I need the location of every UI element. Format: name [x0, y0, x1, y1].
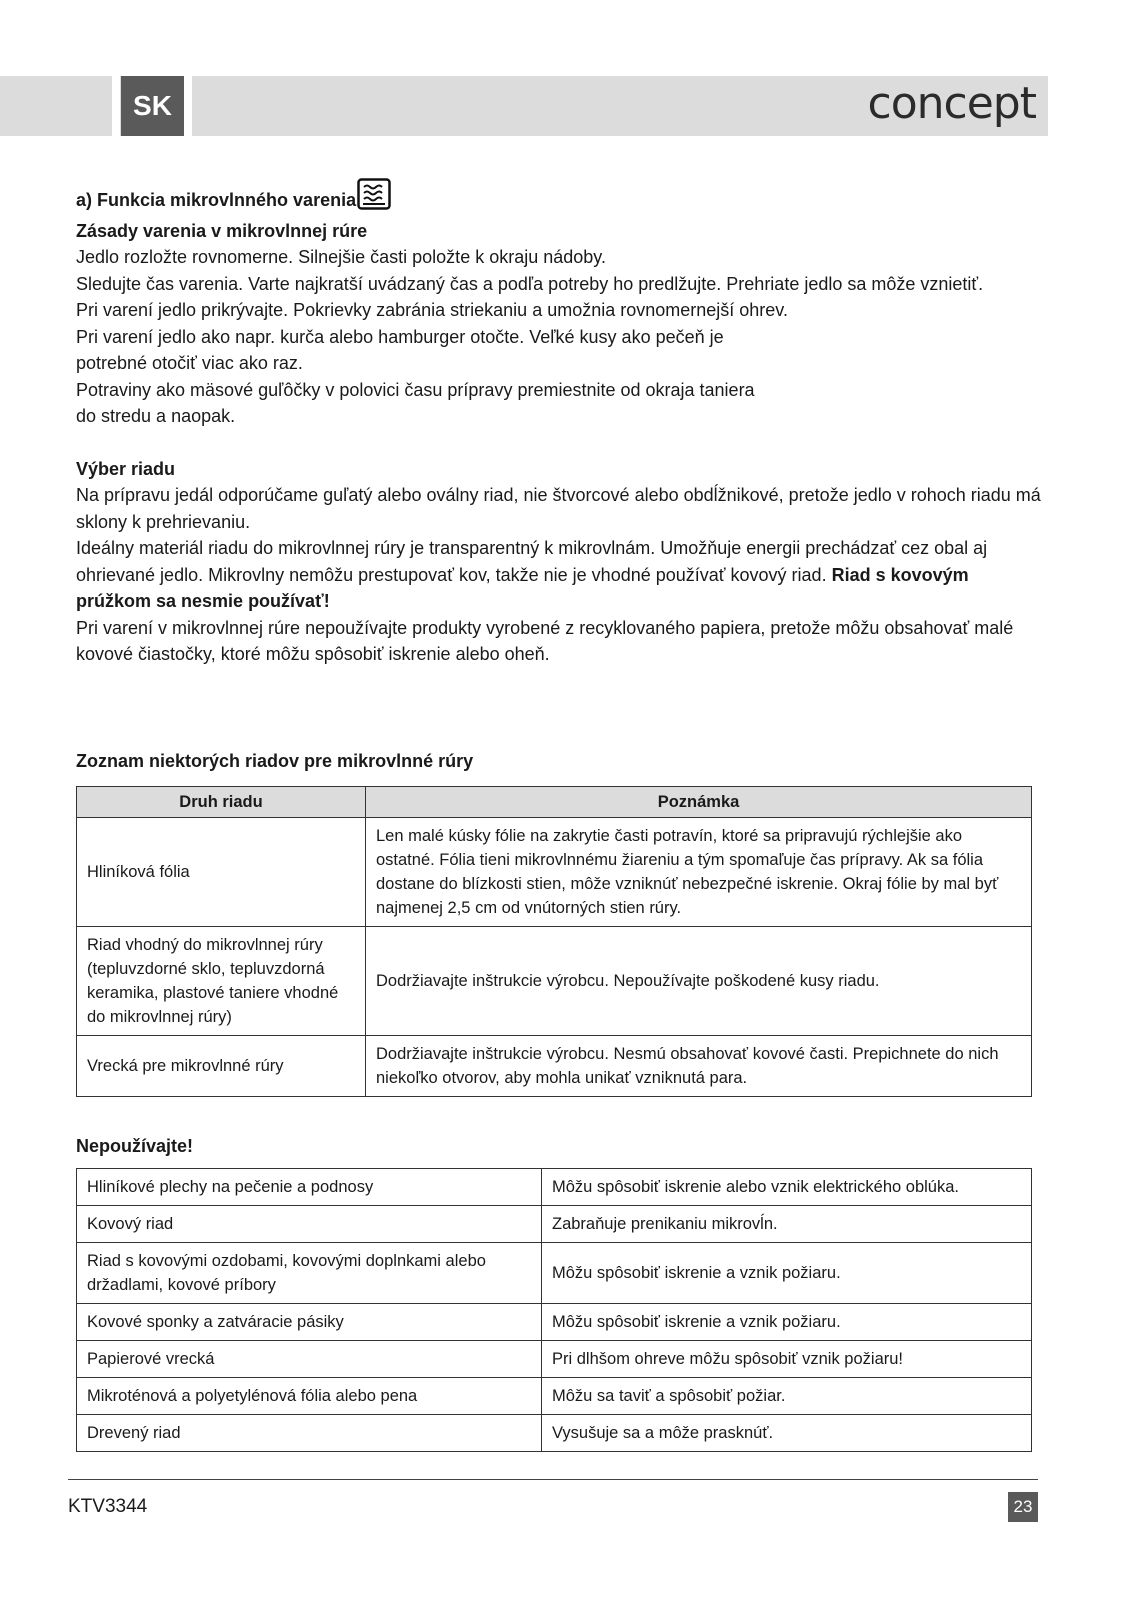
footer-divider: [68, 1479, 1038, 1480]
table-header-row: [77, 787, 1032, 818]
section-a-title: [76, 178, 1046, 218]
table-cell: Vrecká pre mikrovlnné rúry: [77, 1036, 366, 1097]
table-row: [77, 1303, 1032, 1340]
section-a-title-text: a) Funkcia mikrovlnného varenia: [76, 190, 357, 210]
header-divider: [184, 76, 192, 136]
microwave-icon: [357, 178, 391, 218]
model-number: KTV3344: [68, 1496, 148, 1517]
table-cell: Môžu sa taviť a spôsobiť požiar.: [542, 1377, 1032, 1414]
table-row: [77, 1036, 1032, 1097]
paragraph-line: potrebné otočiť viac ako raz.: [76, 353, 303, 373]
table-cell: Dodržiavajte inštrukcie výrobcu. Nepoužívajte poškodené kusy riadu.: [366, 927, 1032, 1036]
paragraph-line: Jedlo rozložte rovnomerne. Silnejšie časti položte k okraju nádoby.: [76, 247, 606, 267]
table-cell: Môžu spôsobiť iskrenie a vznik požiaru.: [542, 1242, 1032, 1303]
table-row: [77, 1340, 1032, 1377]
paragraph-line: do stredu a naopak.: [76, 406, 236, 426]
table-row: [77, 1377, 1032, 1414]
paragraph-line: Pri varení jedlo prikrývajte. Pokrievky zabránia striekaniu a umožnia rovnomernejší ohrev.: [76, 300, 788, 320]
paragraph: [76, 535, 1046, 615]
table-cell: Hliníkové plechy na pečenie a podnosy: [77, 1168, 542, 1205]
paragraph-line: Sledujte čas varenia. Varte najkratší uvádzaný čas a podľa potreby ho predlžujte. Prehriate jedlo sa môže vznietiť.: [76, 273, 984, 294]
table-cell: Pri dlhšom ohreve môžu spôsobiť vznik požiaru!: [542, 1340, 1032, 1377]
table-row: [77, 1414, 1032, 1451]
page-number: 23: [1008, 1492, 1038, 1522]
table-cell: Môžu spôsobiť iskrenie a vznik požiaru.: [542, 1303, 1032, 1340]
language-badge: SK: [121, 76, 184, 136]
table-cell: Mikroténová a polyetylénová fólia alebo pena: [77, 1377, 542, 1414]
table-row: [77, 927, 1032, 1036]
warning-text: Riad s kovovým prúžkom sa nesmie používať!: [76, 564, 969, 611]
table-cell: Kovové sponky a zatváracie pásiky: [77, 1303, 542, 1340]
table-cell: Riad vhodný do mikrovlnnej rúry (tepluvzdorné sklo, tepluvzdorná keramika, plastové taniere vhodné do mikrovlnnej rúry): [77, 927, 366, 1036]
table-cell: Drevený riad: [77, 1414, 542, 1451]
column-header: Poznámka: [366, 787, 1032, 818]
paragraph-line: Pri varení jedlo ako napr. kurča alebo hamburger otočte. Veľké kusy ako pečeň je: [76, 326, 724, 347]
table-cell: Zabraňuje prenikaniu mikrovĺn.: [542, 1205, 1032, 1242]
section-a-subtitle: Zásady varenia v mikrovlnnej rúre: [76, 220, 368, 241]
table-cell: Papierové vrecká: [77, 1340, 542, 1377]
paragraph-line: Potraviny ako mäsové guľôčky v polovici času prípravy premiestnite od okraja taniera: [76, 379, 755, 400]
table1-title: Zoznam niektorých riadov pre mikrovlnné rúry: [76, 750, 474, 771]
paragraph: Na prípravu jedál odporúčame guľatý alebo oválny riad, nie štvorcové alebo obdĺžnikové, pretože jedlo v rohoch riadu má sklony k prehrievaniu.: [76, 485, 1041, 532]
table-row: [77, 1242, 1032, 1303]
section-title-vyber: Výber riadu: [76, 458, 176, 479]
paragraph-text: Ideálny materiál riadu do mikrovlnnej rúry je transparentný k mikrovlnám. Umožňuje energii prechádzať cez obal aj ohrievané jedlo. Mikrovlny nemôžu prestupovať kov, takže nie je vhodné používať kovový riad.: [76, 538, 988, 585]
column-header: Druh riadu: [77, 787, 366, 818]
table-row: [77, 1168, 1032, 1205]
page-content: [76, 178, 1046, 1452]
header-divider: [112, 76, 120, 136]
table-cell: Dodržiavajte inštrukcie výrobcu. Nesmú obsahovať kovové časti. Prepichnete do nich niekoľko otvorov, aby mohla unikať vzniknutá para.: [366, 1036, 1032, 1097]
table-cell: Riad s kovovými ozdobami, kovovými doplnkami alebo držadlami, kovové príbory: [77, 1242, 542, 1303]
table-cell: Môžu spôsobiť iskrenie alebo vznik elektrického oblúka.: [542, 1168, 1032, 1205]
table-cell: Vysušuje sa a môže prasknúť.: [542, 1414, 1032, 1451]
table2-title: Nepoužívajte!: [76, 1136, 194, 1156]
cookware-table: [76, 786, 1032, 1097]
table-row: [77, 818, 1032, 927]
paragraph: Pri varení v mikrovlnnej rúre nepoužívajte produkty vyrobené z recyklovaného papiera, pretože môžu obsahovať malé kovové čiastočky, ktoré môžu spôsobiť iskrenie alebo oheň.: [76, 617, 1014, 664]
do-not-use-table: [76, 1168, 1032, 1452]
brand-logo: concept: [867, 78, 1036, 129]
table-cell: Len malé kúsky fólie na zakrytie časti potravín, ktoré sa pripravujú rýchlejšie ako ostatné. Fólia tieni mikrovlnnému žiareniu a tým spomaľuje čas prípravy. Ak sa fólia dostane do blízkosti stien, môže vzniknúť nebezpečné iskrenie. Okraj fólie by mal byť najmenej 2,5 cm od vnútorných stien rúry.: [366, 818, 1032, 927]
table-row: [77, 1205, 1032, 1242]
table-cell: Kovový riad: [77, 1205, 542, 1242]
table-cell: Hliníková fólia: [77, 818, 366, 927]
